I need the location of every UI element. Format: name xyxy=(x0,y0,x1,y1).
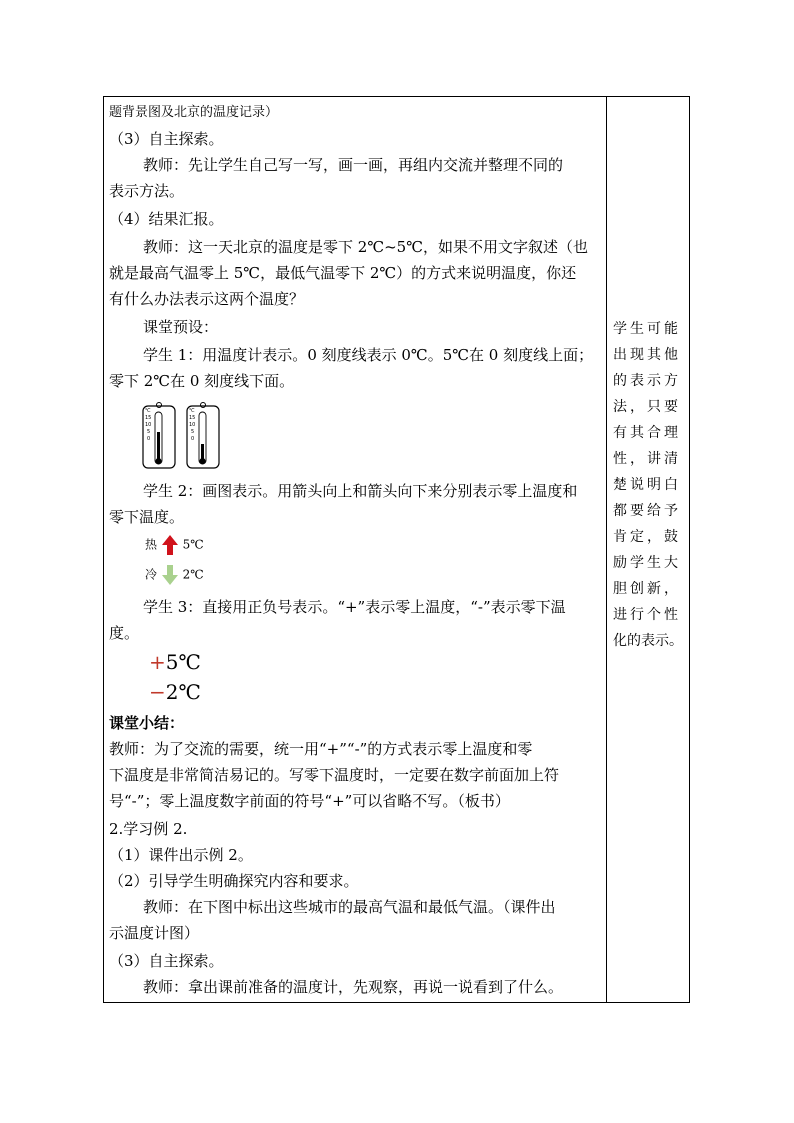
hot-value: 5℃ xyxy=(182,537,204,552)
text-line: 学生 3：直接用正负号表示。“+”表示零上温度，“-”表示零下温 xyxy=(143,598,566,616)
section-heading: 课堂小结： xyxy=(109,714,185,732)
down-arrow-icon xyxy=(161,564,179,586)
minus-sign: − xyxy=(149,680,166,704)
thermometer-image-2 xyxy=(185,402,221,470)
text-line: （4）结果汇报。 xyxy=(109,210,224,228)
note-line: 都要给予 xyxy=(613,503,681,519)
text-line: 有什么办法表示这两个温度？ xyxy=(109,290,305,308)
tick-label: 10 xyxy=(145,422,152,428)
note-line: 胆创新， xyxy=(613,581,681,597)
plus-value: 5℃ xyxy=(165,650,201,674)
cold-value: 2℃ xyxy=(182,567,204,582)
text-line: （3）自主探索。 xyxy=(109,952,224,970)
text-line: 教师：为了交流的需要，统一用“+”“-”的方式表示零上温度和零 xyxy=(109,740,533,758)
tick-label: ℃ xyxy=(189,408,195,414)
tick-label: 0 xyxy=(191,436,195,442)
note-line: 有其合理 xyxy=(613,425,681,441)
text-line: 教师：在下图中标出这些城市的最高气温和最低气温。（课件出 xyxy=(143,898,556,916)
text-line: 题背景图及北京的温度记录） xyxy=(109,105,279,120)
text-line: 教师：这一天北京的温度是零下 2℃~5℃，如果不用文字叙述（也 xyxy=(143,238,588,256)
tick-label: 0 xyxy=(147,436,151,442)
note-line: 的表示方 xyxy=(613,373,681,389)
tick-label: 10 xyxy=(189,422,196,428)
text-line: 零下 2℃在 0 刻度线下面。 xyxy=(109,372,295,390)
text-line: 2.学习例 2. xyxy=(109,820,188,838)
plus-temperature xyxy=(149,649,201,675)
text-line: 学生 1：用温度计表示。0 刻度线表示 0℃。5℃在 0 刻度线上面； xyxy=(143,346,594,364)
text-line: 示温度计图） xyxy=(109,924,200,942)
note-line: 励学生大 xyxy=(613,555,681,571)
up-arrow-icon xyxy=(161,534,179,556)
minus-value: 2℃ xyxy=(165,680,201,704)
text-line: 零下温度。 xyxy=(109,508,185,526)
text-line: 学生 2：画图表示。用箭头向上和箭头向下来分别表示零上温度和 xyxy=(143,482,578,500)
note-line: 进行个性 xyxy=(613,607,681,623)
thermometer-image-1 xyxy=(141,402,177,470)
cold-arrow-row xyxy=(145,564,204,586)
text-line: （3）自主探索。 xyxy=(109,130,224,148)
lesson-table xyxy=(103,96,690,1003)
text-line: 表示方法。 xyxy=(109,182,185,200)
text-line: （2）引导学生明确探究内容和要求。 xyxy=(109,872,359,890)
note-line: 肯定，鼓 xyxy=(613,529,681,545)
tick-label: 15 xyxy=(145,415,152,421)
note-line: 法，只要 xyxy=(613,399,681,415)
minus-temperature xyxy=(149,679,201,705)
hot-label: 热 xyxy=(145,537,158,552)
tick-label: 5 xyxy=(191,429,195,435)
hot-arrow-row xyxy=(145,534,204,556)
note-line: 楚说明白 xyxy=(613,477,681,493)
text-line: 号“-”；零上温度数字前面的符号“+”可以省略不写。（板书） xyxy=(109,792,510,810)
tick-label: 5 xyxy=(147,429,151,435)
column-divider xyxy=(606,97,607,1002)
note-line: 出现其他 xyxy=(613,347,681,363)
tick-label: 15 xyxy=(189,415,196,421)
text-line: 度。 xyxy=(109,624,140,642)
text-line: 教师：拿出课前准备的温度计，先观察，再说一说看到了什么。 xyxy=(143,978,564,996)
text-line: （1）课件出示例 2。 xyxy=(109,846,253,864)
note-line: 化的表示。 xyxy=(613,633,683,649)
note-line: 性，讲清 xyxy=(613,451,681,467)
text-line: 就是最高气温零上 5℃，最低气温零下 2℃）的方式来说明温度，你还 xyxy=(109,264,577,282)
note-line: 学生可能 xyxy=(613,321,681,337)
cold-label: 冷 xyxy=(145,567,158,582)
text-line: 教师：先让学生自己写一写，画一画，再组内交流并整理不同的 xyxy=(143,156,564,174)
tick-label: ℃ xyxy=(145,408,151,414)
text-line: 下温度是非常简洁易记的。写零下温度时，一定要在数字前面加上符 xyxy=(109,766,560,784)
text-line: 课堂预设： xyxy=(143,318,219,336)
plus-sign: + xyxy=(149,650,166,674)
